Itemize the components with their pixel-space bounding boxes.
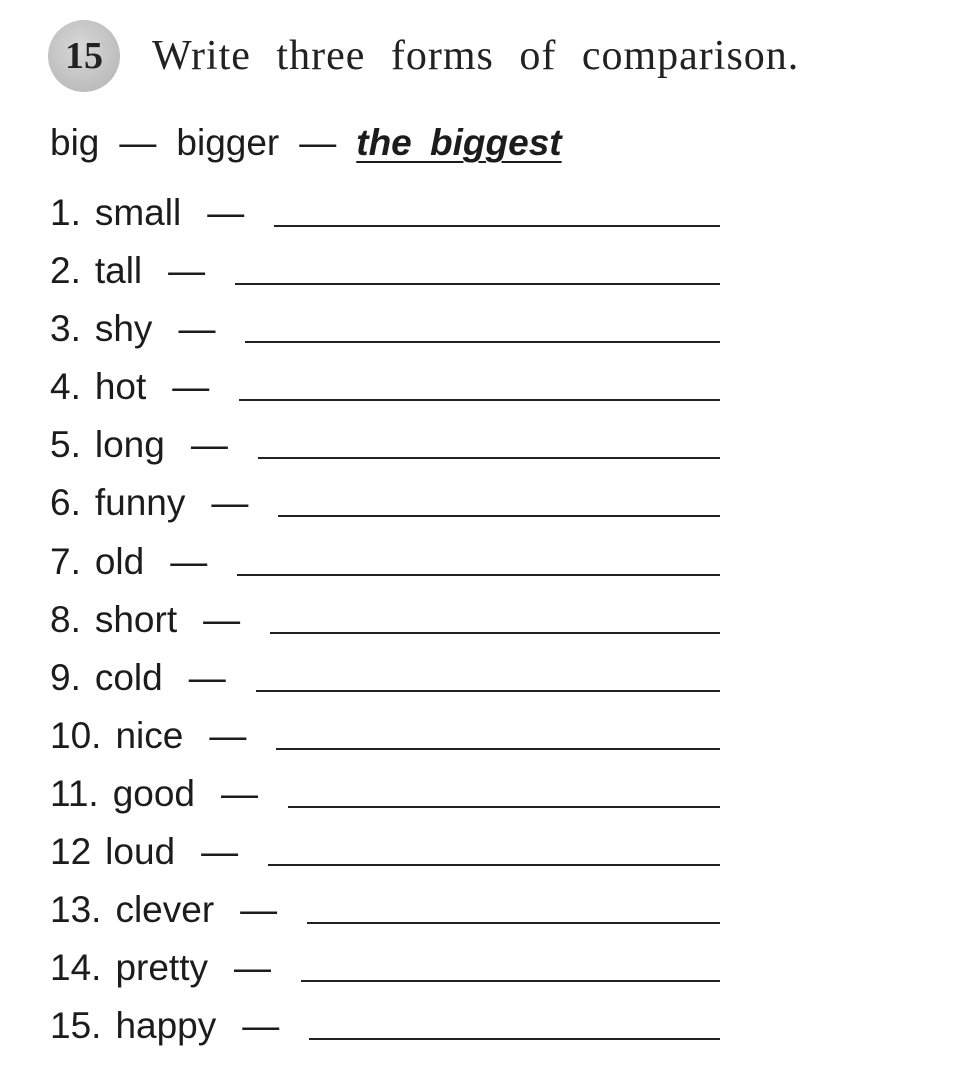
item-dash: — xyxy=(207,192,245,233)
example-dash-2: — xyxy=(299,122,337,163)
item-word: loud xyxy=(105,831,176,873)
list-item xyxy=(50,541,720,599)
item-number: 10. xyxy=(50,714,102,756)
answer-blank[interactable] xyxy=(270,632,720,634)
list-item xyxy=(50,773,720,831)
example-dash-1: — xyxy=(119,122,157,163)
list-item xyxy=(50,599,720,657)
list-item xyxy=(50,947,720,1005)
exercise-number-badge: 15 xyxy=(48,20,120,92)
item-word: shy xyxy=(94,308,153,350)
list-item xyxy=(50,482,720,540)
item-number: 4. xyxy=(50,366,81,408)
item-number: 13. xyxy=(50,889,102,931)
item-dash: — xyxy=(203,598,241,640)
item-word: nice xyxy=(115,714,184,756)
item-number: 8. xyxy=(50,598,81,640)
answer-blank[interactable] xyxy=(268,864,720,866)
item-word: old xyxy=(94,540,145,582)
item-dash: — xyxy=(221,772,259,814)
answer-blank[interactable] xyxy=(309,1038,720,1040)
item-dash: — xyxy=(170,540,208,582)
answer-blank[interactable] xyxy=(237,574,720,576)
exercise-instruction: Write three forms of comparison. xyxy=(152,33,800,79)
answer-blank[interactable] xyxy=(278,515,720,517)
item-dash: — xyxy=(168,250,206,292)
item-word: pretty xyxy=(115,947,208,989)
exercise-header xyxy=(48,20,799,92)
list-item xyxy=(50,192,720,250)
example-superlative: the biggest xyxy=(356,122,562,163)
item-dash: — xyxy=(209,714,247,756)
answer-blank[interactable] xyxy=(276,748,720,750)
example-line xyxy=(50,120,562,166)
item-word: tall xyxy=(94,250,143,292)
item-word: hot xyxy=(94,366,147,408)
item-word: happy xyxy=(115,1005,217,1047)
item-number: 1. xyxy=(50,192,81,233)
list-item xyxy=(50,715,720,773)
item-word: long xyxy=(94,424,165,466)
answer-blank[interactable] xyxy=(274,225,720,227)
item-dash: — xyxy=(190,424,228,466)
list-item xyxy=(50,889,720,947)
item-word: good xyxy=(112,772,196,814)
item-word: funny xyxy=(94,482,186,524)
list-item xyxy=(50,250,720,308)
example-positive: big xyxy=(50,122,100,163)
item-dash: — xyxy=(240,889,278,931)
item-word: small xyxy=(94,192,182,233)
item-word: clever xyxy=(115,889,215,931)
exercise-list xyxy=(50,192,720,1063)
list-item xyxy=(50,366,720,424)
list-item xyxy=(50,308,720,366)
list-item xyxy=(50,657,720,715)
item-dash: — xyxy=(178,308,216,350)
item-dash: — xyxy=(201,831,239,873)
answer-blank[interactable] xyxy=(235,283,720,285)
answer-blank[interactable] xyxy=(239,399,720,401)
item-number: 6. xyxy=(50,482,81,524)
item-number: 14. xyxy=(50,947,102,989)
list-item xyxy=(50,424,720,482)
list-item xyxy=(50,1005,720,1063)
item-word: short xyxy=(94,598,178,640)
answer-blank[interactable] xyxy=(245,341,720,343)
item-dash: — xyxy=(242,1005,280,1047)
item-dash: — xyxy=(172,366,210,408)
item-dash: — xyxy=(188,656,226,698)
answer-blank[interactable] xyxy=(258,457,720,459)
list-item xyxy=(50,831,720,889)
example-comparative: bigger xyxy=(176,122,280,163)
item-word: cold xyxy=(94,656,163,698)
item-number: 2. xyxy=(50,250,81,292)
item-number: 9. xyxy=(50,656,81,698)
item-number: 3. xyxy=(50,308,81,350)
item-number: 7. xyxy=(50,540,81,582)
answer-blank[interactable] xyxy=(307,922,720,924)
answer-blank[interactable] xyxy=(256,690,720,692)
item-dash: — xyxy=(211,482,249,524)
item-number: 12 xyxy=(50,831,92,873)
item-dash: — xyxy=(233,947,271,989)
answer-blank[interactable] xyxy=(301,980,720,982)
item-number: 5. xyxy=(50,424,81,466)
item-number: 15. xyxy=(50,1005,102,1047)
answer-blank[interactable] xyxy=(288,806,720,808)
item-number: 11. xyxy=(50,772,99,814)
